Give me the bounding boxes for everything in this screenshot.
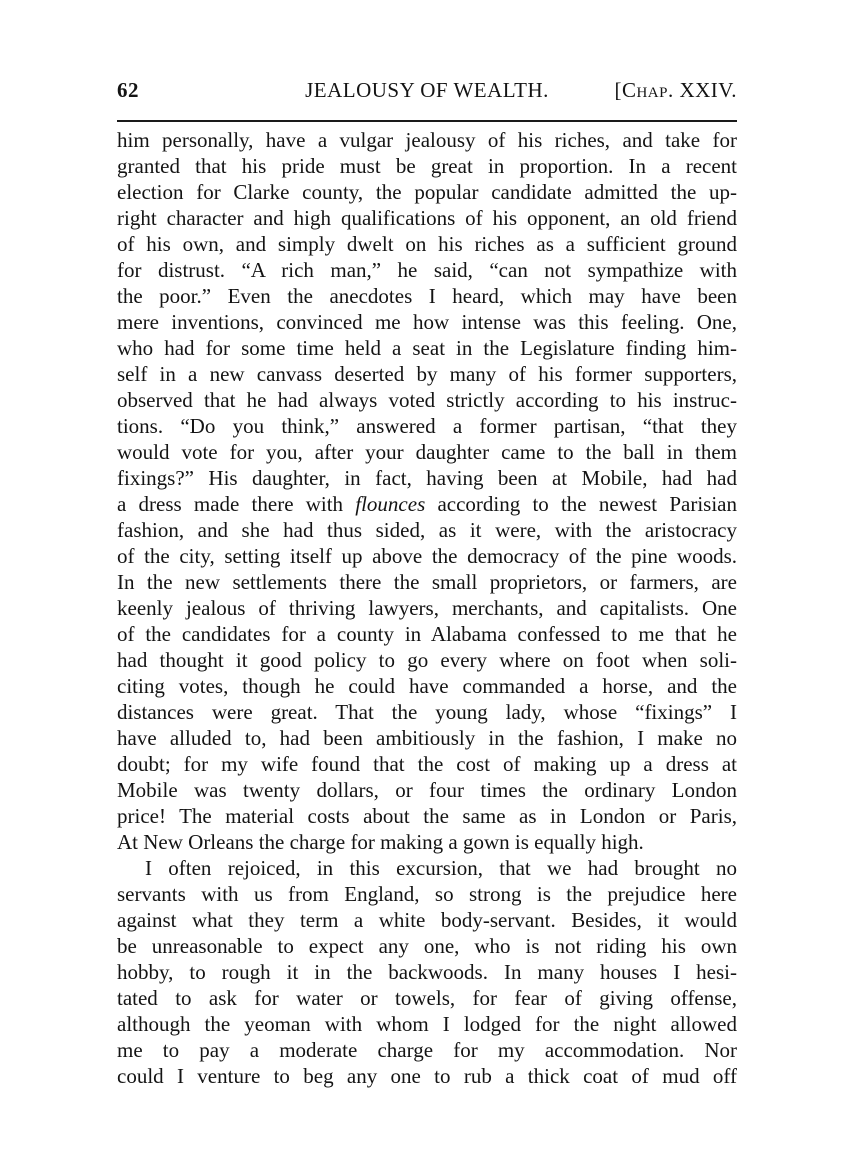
text-line: election for Clarke county, the popular candidate admitted the up- — [117, 180, 737, 204]
text-line: who had for some time held a seat in the Legislature finding him- — [117, 336, 737, 360]
text-line: me to pay a moderate charge for my accommodation. Nor — [117, 1038, 737, 1062]
header-rule — [117, 120, 737, 122]
text-line: keenly jealous of thriving lawyers, merchants, and capitalists. One — [117, 596, 737, 620]
page-number: 62 — [117, 78, 139, 102]
text-line: Mobile was twenty dollars, or four times the ordinary London — [117, 778, 737, 802]
text-line: of the city, setting itself up above the democracy of the pine woods. — [117, 544, 737, 568]
text-line: In the new settlements there the small proprietors, or farmers, are — [117, 570, 737, 594]
text-line: tated to ask for water or towels, for fear of giving offense, — [117, 986, 737, 1010]
text-line: fashion, and she had thus sided, as it were, with the aristocracy — [117, 518, 737, 542]
text-line: I often rejoiced, in this excursion, that we had brought no — [145, 856, 737, 880]
body-text — [117, 127, 737, 1089]
text-line: mere inventions, convinced me how intense was this feeling. One, — [117, 310, 737, 334]
text-line: distances were great. That the young lady, whose “fixings” I — [117, 700, 737, 724]
text-line: doubt; for my wife found that the cost of making up a dress at — [117, 752, 737, 776]
text-line: have alluded to, had been ambitiously in the fashion, I make no — [117, 726, 737, 750]
text-line: a dress made there with flounces according to the newest Parisian — [117, 492, 737, 516]
running-title: JEALOUSY OF WEALTH. — [305, 78, 549, 102]
text-line: tions. “Do you think,” answered a former partisan, “that they — [117, 414, 737, 438]
text-line: right character and high qualifications of his opponent, an old friend — [117, 206, 737, 230]
text-line: servants with us from England, so strong is the prejudice here — [117, 882, 737, 906]
text-line: had thought it good policy to go every where on foot when soli- — [117, 648, 737, 672]
text-line: be unreasonable to expect any one, who is not riding his own — [117, 934, 737, 958]
text-line: hobby, to rough it in the backwoods. In many houses I hesi- — [117, 960, 737, 984]
text-line: of his own, and simply dwelt on his riches as a sufficient ground — [117, 232, 737, 256]
chapter-label: [Chap. XXIV. — [614, 78, 737, 102]
text-line: for distrust. “A rich man,” he said, “can not sympathize with — [117, 258, 737, 282]
text-line: would vote for you, after your daughter came to the ball in them — [117, 440, 737, 464]
text-line: self in a new canvass deserted by many of his former supporters, — [117, 362, 737, 386]
text-line: fixings?” His daughter, in fact, having been at Mobile, had had — [117, 466, 737, 490]
text-line: against what they term a white body-servant. Besides, it would — [117, 908, 737, 932]
text-line: the poor.” Even the anecdotes I heard, which may have been — [117, 284, 737, 308]
text-line: At New Orleans the charge for making a gown is equally high. — [117, 830, 644, 854]
text-line: him personally, have a vulgar jealousy of his riches, and take for — [117, 128, 737, 152]
text-line: observed that he had always voted strictly according to his instruc- — [117, 388, 737, 412]
text-line: of the candidates for a county in Alabama confessed to me that he — [117, 622, 737, 646]
text-line: price! The material costs about the same as in London or Paris, — [117, 804, 737, 828]
text-line: could I venture to beg any one to rub a thick coat of mud off — [117, 1064, 737, 1088]
text-line: although the yeoman with whom I lodged for the night allowed — [117, 1012, 737, 1036]
running-header — [117, 78, 737, 108]
text-line: granted that his pride must be great in proportion. In a recent — [117, 154, 737, 178]
text-line: citing votes, though he could have commanded a horse, and the — [117, 674, 737, 698]
